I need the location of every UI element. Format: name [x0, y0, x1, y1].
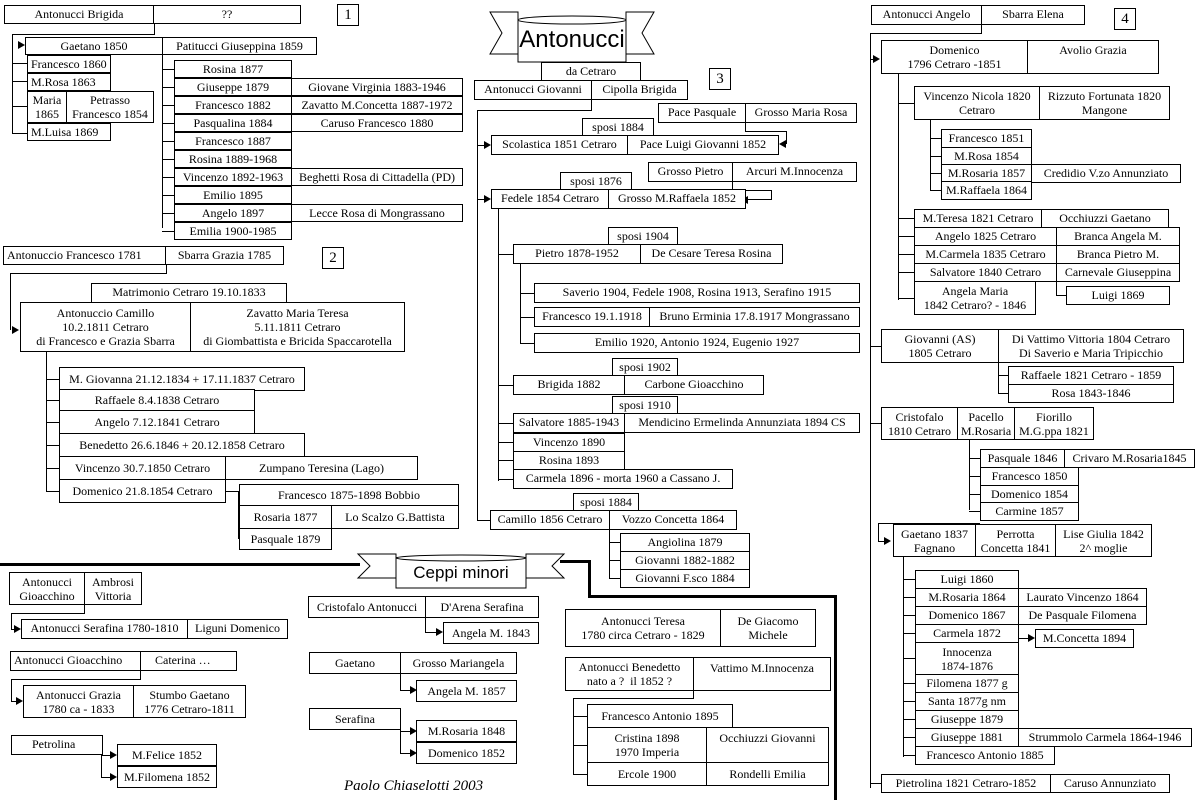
s2-marriage: Matrimonio Cetraro 19.10.1833 [91, 283, 287, 303]
m-c1-husband: De Giacomo Michele [720, 609, 816, 647]
s3-sposi1876: sposi 1876 [560, 172, 632, 190]
s4-rosa: Rosa 1843-1846 [1008, 384, 1174, 403]
s4-domenico: Domenico 1796 Cetraro -1851 [881, 40, 1028, 74]
s4-gkid-5: Filomena 1877 g [915, 674, 1019, 693]
s3-sposi1884a: sposi 1884 [582, 118, 654, 136]
s3-brigida: Brigida 1882 [513, 375, 625, 395]
s3-scolastica: Scolastica 1851 Cetraro [491, 135, 628, 155]
s4-pacello: Pacello M.Rosaria [957, 407, 1015, 440]
s4-cristofalo: Cristofalo 1810 Cetraro [881, 407, 958, 440]
s3-ckid-1: Giovanni 1882-1882 [620, 551, 750, 570]
s4-dkid-1-spouse: Branca Angela M. [1056, 227, 1180, 246]
s3-carbone: Carbone Gioacchino [624, 375, 764, 395]
s4-dkid-1: Angelo 1825 Cetraro [914, 227, 1057, 246]
s4-perrotta: Perrotta Concetta 1841 [975, 524, 1056, 557]
s4-vkid-3: M.Raffaela 1864 [941, 181, 1032, 200]
s3-pietro-kids-2b: Bruno Erminia 17.8.1917 Mongrassano [649, 307, 860, 327]
page-title: Antonucci [519, 26, 625, 53]
s4-gkid-4: Innocenza 1874-1876 [915, 642, 1019, 675]
m-c2: Antonucci Benedetto nato a ? il 1852 ? [565, 657, 694, 691]
m-c2-kid-2: Ercole 1900 [587, 762, 707, 786]
s2-kid-3: Benedetto 26.6.1846 + 20.12.1858 Cetraro [59, 433, 305, 457]
s3-pietro: Pietro 1878-1952 [513, 244, 641, 264]
s4-dkid-2: M.Carmela 1835 Cetraro [914, 245, 1057, 264]
s3-camillo: Camillo 1856 Cetraro [490, 510, 610, 530]
m-a3-kid-0: M.Felice 1852 [117, 744, 217, 766]
s2-camillo: Antonuccio Camillo 10.2.1811 Cetraro di Francesco e Grazia Sbarra [20, 302, 191, 352]
m-b1-wife: D'Arena Serafina [425, 596, 539, 618]
s4-caruso: Caruso Annunziato [1050, 774, 1170, 793]
s4-fiorillo: Fiorillo M.G.ppa 1821 [1014, 407, 1094, 440]
m-b2-kid: Angela M. 1857 [416, 680, 517, 702]
s4-ckid-3: Carmine 1857 [980, 502, 1079, 521]
s2-root-b: Sbarra Grazia 1785 [165, 246, 284, 265]
s3-grosso-raffaela: Grosso M.Raffaela 1852 [608, 189, 746, 209]
m-b3-kid-0: M.Rosaria 1848 [416, 720, 517, 742]
s4-ckid-0: Pasquale 1846 [980, 449, 1065, 468]
m-a3-kid-1: M.Filomena 1852 [117, 766, 217, 788]
m-a1: Antonucci Gioacchino [9, 572, 85, 605]
s3-sposi1910: sposi 1910 [612, 396, 678, 414]
m-b3-kid-1: Domenico 1852 [416, 742, 517, 764]
s3-root-a: Antonucci Giovanni [474, 80, 592, 100]
s3-ckid-0: Angiolina 1879 [620, 533, 750, 552]
s4-gkid-1: M.Rosaria 1864 [915, 588, 1019, 607]
s2-kid-4: Vincenzo 30.7.1850 Cetraro [59, 456, 226, 480]
s4-vkid-2: M.Rosaria 1857 [941, 164, 1032, 183]
m-c1: Antonucci Teresa 1780 circa Cetraro - 1829 [565, 609, 721, 647]
s1-gkid-5: Rosina 1889-1968 [174, 150, 292, 168]
section-number-3: 3 [709, 68, 731, 90]
s3-salvatore: Salvatore 1885-1943 [513, 413, 625, 433]
m-a1-wife: Ambrosi Vittoria [84, 572, 142, 605]
m-a1-kid-husband: Liguni Domenico [187, 619, 288, 639]
s4-mconcetta: M.Concetta 1894 [1035, 629, 1134, 648]
s4-gkid-2-spouse: De Pasquale Filomena [1018, 606, 1147, 625]
s4-raffaele: Raffaele 1821 Cetraro - 1859 [1008, 366, 1174, 385]
s4-dkid-0: M.Teresa 1821 Cetraro [914, 209, 1042, 228]
s1-gkid-8: Angelo 1897 [174, 204, 292, 222]
m-b1-kid: Angela M. 1843 [443, 622, 539, 644]
s2-kid-5: Domenico 21.8.1854 Cetraro [59, 479, 226, 503]
s4-gkid-0: Luigi 1860 [915, 570, 1019, 589]
m-a1-kid: Antonucci Serafina 1780-1810 [21, 619, 188, 639]
s2-dkid-1-husband: Lo Scalzo G.Battista [331, 505, 459, 529]
s3-pietro-kids-2a: Francesco 19.1.1918 [534, 307, 650, 327]
m-a2-kid: Antonucci Grazia 1780 ca - 1833 [23, 685, 134, 718]
s3-pace: Pace Pasquale [658, 103, 746, 123]
subtitle: Ceppi minori [413, 563, 509, 582]
s4-gkid-8: Giuseppe 1881 [915, 728, 1019, 747]
s4-lise: Lise Giulia 1842 2^ moglie [1055, 524, 1152, 557]
s4-gkid-9: Francesco Antonio 1885 [915, 746, 1055, 765]
section-number-2: 2 [322, 247, 344, 269]
s3-pietro-kids-1: Saverio 1904, Fedele 1908, Rosina 1913, Serafino 1915 [534, 283, 860, 303]
s4-dkid-4: Angela Maria 1842 Cetraro? - 1846 [914, 281, 1036, 315]
m-a3: Petrolina [11, 735, 103, 755]
s4-gkid-3: Carmela 1872 [915, 624, 1019, 643]
s1-gkid-2: Francesco 1882 [174, 96, 292, 114]
s3-sposi1884b: sposi 1884 [573, 493, 639, 511]
s4-gkid-2: Domenico 1867 [915, 606, 1019, 625]
s2-kid-2: Angelo 7.12.1841 Cetraro [59, 410, 255, 434]
m-c2-kid-0: Francesco Antonio 1895 [587, 704, 733, 728]
m-a2: Antonucci Gioacchino [10, 651, 141, 671]
s4-avolio: Avolio Grazia [1027, 40, 1159, 74]
s4-vkid-0: Francesco 1851 [941, 129, 1032, 148]
s3-arcuri: Arcuri M.Innocenza [732, 162, 857, 182]
m-c2-kid-1-husband: Occhiuzzi Giovanni [706, 727, 829, 763]
m-a2-wife: Caterina … [140, 651, 237, 671]
s4-gkid-7: Giuseppe 1879 [915, 710, 1019, 729]
m-a2-kid-husband: Stumbo Gaetano 1776 Cetraro-1811 [133, 685, 246, 718]
s1-gkid-6-spouse: Beghetti Rosa di Cittadella (PD) [291, 168, 463, 186]
s4-vkid-1: M.Rosa 1854 [941, 147, 1032, 166]
s4-rizzuto: Rizzuto Fortunata 1820 Mangone [1039, 86, 1170, 120]
s3-pace-luigi: Pace Luigi Giovanni 1852 [627, 135, 779, 155]
s4-luigi: Luigi 1869 [1066, 286, 1170, 305]
s1-kid-2: Maria 1865 [27, 91, 67, 123]
s1-gkid-0: Rosina 1877 [174, 60, 292, 78]
m-c2-wife: Vattimo M.Innocenza [693, 657, 831, 691]
s1-root-a: Antonucci Brigida [4, 5, 154, 24]
s1-root-b: ?? [153, 5, 301, 24]
s3-pietro-kids-3: Emilio 1920, Antonio 1924, Eugenio 1927 [534, 333, 860, 353]
s3-rosina: Rosina 1893 [513, 451, 625, 470]
s1-kid-2-husband: Petrasso Francesco 1854 [66, 91, 154, 123]
m-b2: Gaetano [309, 652, 401, 674]
s3-root-b: Cipolla Brigida [591, 80, 688, 100]
s1-kid-1: M.Rosa 1863 [27, 73, 111, 91]
s1-gkid-9: Emilia 1900-1985 [174, 222, 292, 240]
author-signature: Paolo Chiaselotti 2003 [344, 778, 484, 794]
m-c2-kid-1: Cristina 1898 1970 Imperia [587, 727, 707, 763]
s4-dkid-3: Salvatore 1840 Cetraro [914, 263, 1057, 282]
s1-gaetano-wife: Patitucci Giuseppina 1859 [162, 37, 317, 55]
s4-dkid-2-spouse: Branca Pietro M. [1056, 245, 1180, 264]
s2-dkid-1: Rosaria 1877 [239, 505, 332, 529]
s2-zavatto: Zavatto Maria Teresa 5.11.1811 Cetraro di Giombattista e Bricida Spaccarotella [190, 302, 405, 352]
s2-dkid-2: Pasquale 1879 [239, 528, 332, 550]
s2-kid-0: M. Giovanna 21.12.1834 + 17.11.1837 Cetraro [59, 367, 305, 391]
s3-grosso-pietro: Grosso Pietro [648, 162, 733, 182]
s4-pietrolina: Pietrolina 1821 Cetraro-1852 [881, 774, 1051, 793]
s1-kid-3: M.Luisa 1869 [27, 123, 111, 141]
s1-gkid-4: Francesco 1887 [174, 132, 292, 150]
s2-kid-1: Raffaele 8.4.1838 Cetraro [59, 389, 255, 411]
s3-da: da Cetraro [541, 62, 641, 81]
s4-ckid-0-spouse: Crivaro M.Rosaria1845 [1064, 449, 1195, 468]
m-b1: Cristofalo Antonucci [308, 596, 426, 618]
s3-vozzo: Vozzo Concetta 1864 [609, 510, 737, 530]
s4-gkid-6: Santa 1877g nm [915, 692, 1019, 711]
s4-divattimo: Di Vattimo Vittoria 1804 Cetraro Di Saverio e Maria Tripicchio [998, 329, 1184, 363]
section-number-4: 4 [1114, 8, 1136, 30]
s4-gkid-8-spouse: Strummolo Carmela 1864-1946 [1018, 728, 1192, 747]
subtitle-banner [356, 548, 566, 590]
s3-sposi1902: sposi 1902 [612, 358, 678, 376]
s2-kid-4-wife: Zumpano Teresina (Lago) [225, 456, 418, 480]
s1-kid-0: Francesco 1860 [27, 55, 111, 73]
m-c2-kid-2-husband: Rondelli Emilia [706, 762, 829, 786]
m-b3: Serafina [309, 708, 401, 730]
s4-vincenzo: Vincenzo Nicola 1820 Cetraro [914, 86, 1040, 120]
s3-mendicino: Mendicino Ermelinda Annunziata 1894 CS [624, 413, 860, 433]
s1-gkid-3: Pasqualina 1884 [174, 114, 292, 132]
title-banner [488, 8, 656, 66]
s4-giovanni: Giovanni (AS) 1805 Cetraro [881, 329, 999, 363]
s2-root-a: Antonuccio Francesco 1781 [3, 246, 166, 265]
s4-root-b: Sbarra Elena [981, 5, 1085, 25]
s1-gkid-7: Emilio 1895 [174, 186, 292, 204]
m-b2-wife: Grosso Mariangela [400, 652, 517, 674]
s1-gkid-6: Vincenzo 1892-1963 [174, 168, 292, 186]
section-number-1: 1 [337, 4, 359, 26]
s3-ckid-2: Giovanni F.sco 1884 [620, 569, 750, 588]
s4-ckid-1: Francesco 1850 [980, 467, 1079, 486]
s4-dkid-0-spouse: Occhiuzzi Gaetano [1041, 209, 1169, 228]
s4-ckid-2: Domenico 1854 [980, 485, 1079, 504]
s1-gkid-1-spouse: Giovane Virginia 1883-1946 [291, 78, 463, 96]
s3-decesare: De Cesare Teresa Rosina [640, 244, 783, 264]
s1-gkid-2-spouse: Zavatto M.Concetta 1887-1972 [291, 96, 463, 114]
s4-root-a: Antonucci Angelo [871, 5, 982, 25]
s3-vincenzo: Vincenzo 1890 [513, 433, 625, 452]
s3-grosso1: Grosso Maria Rosa [745, 103, 857, 123]
s4-gkid-1-spouse: Laurato Vincenzo 1864 [1018, 588, 1147, 607]
s4-dkid-3-spouse: Carnevale Giuseppina [1056, 263, 1180, 282]
s3-sposi1904: sposi 1904 [608, 227, 678, 245]
s1-gkid-8-spouse: Lecce Rosa di Mongrassano [291, 204, 463, 222]
s4-vkid-2-husband: Credidio V.zo Annunziato [1031, 164, 1181, 183]
s3-carmela: Carmela 1896 - morta 1960 a Cassano J. [513, 469, 733, 489]
s3-fedele: Fedele 1854 Cetraro [491, 189, 609, 209]
s1-gkid-3-spouse: Caruso Francesco 1880 [291, 114, 463, 132]
s1-gkid-1: Giuseppe 1879 [174, 78, 292, 96]
s4-gaetano: Gaetano 1837 Fagnano [893, 524, 976, 557]
s1-gaetano: Gaetano 1850 [25, 37, 163, 55]
s2-dkid-0: Francesco 1875-1898 Bobbio [239, 484, 459, 506]
